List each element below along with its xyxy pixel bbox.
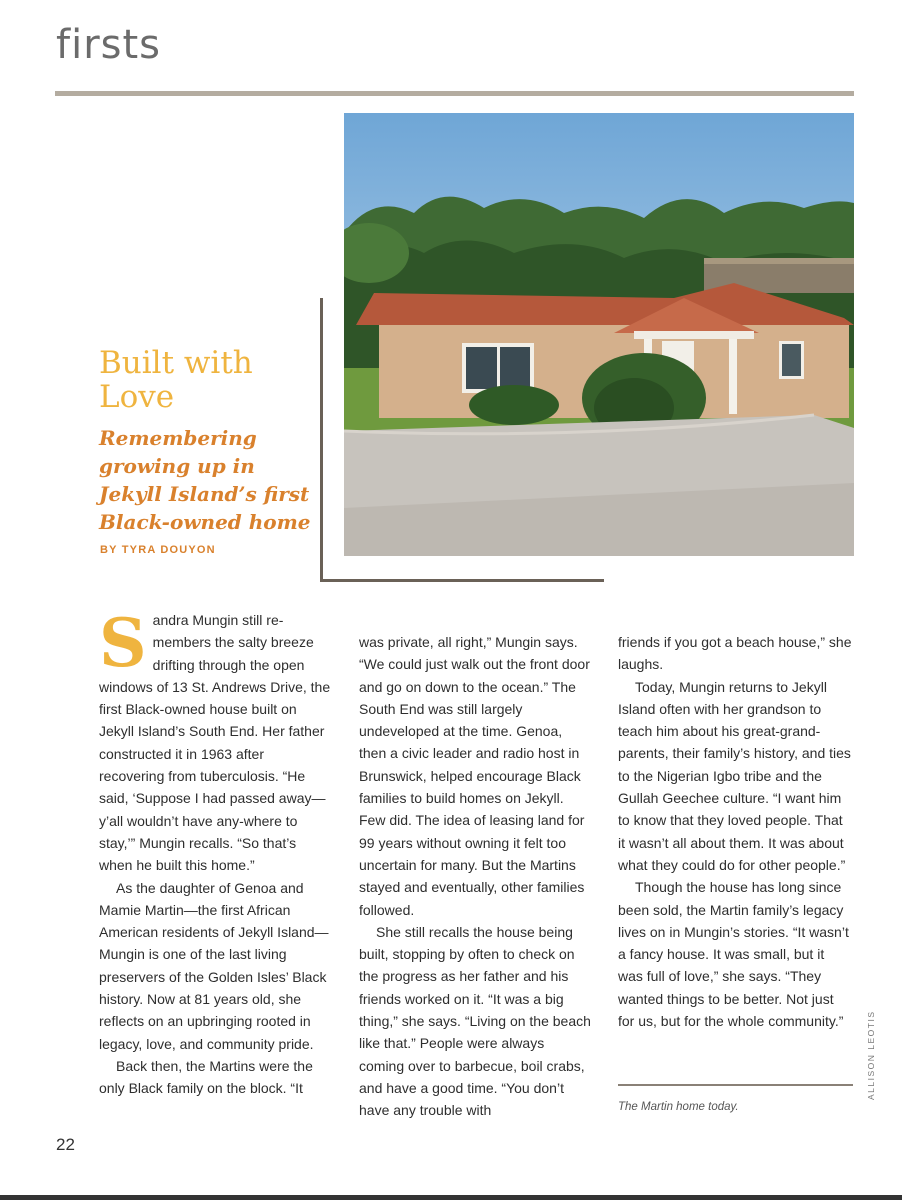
body-column-1	[99, 604, 333, 1100]
footer-bar	[0, 1195, 902, 1200]
body-paragraph: was private, all right,” Mungin says. “We could just walk out the front door and go on down to the ocean.” The South End was still largely undeveloped at the time. Genoa, then a civic leader and radio host in Brunswick, helped encourage Black families to build homes on Jekyll. Few did. The idea of leasing land for 99 years without owning it felt too uncertain for many. But the Martins stayed and eventually, other families followed.	[359, 634, 590, 918]
article-byline: BY TYRA DOUYON	[100, 544, 216, 556]
photo-caption: The Martin home today.	[618, 1101, 739, 1113]
page-number: 22	[56, 1135, 75, 1154]
body-column-3	[618, 631, 852, 1032]
body-paragraph: She still recalls the house being built, stopping by often to check on the progress as her father and his friends worked on it. “It was a big thing,” she says. “Living on the beach like that.” People were always coming over to barbecue, boil crabs, and have a good time. “You don’t have any trouble with	[359, 923, 591, 1119]
body-paragraph: As the daughter of Genoa and Mamie Martin—the first African American residents of Jekyll Island—Mungin is one of the last living preservers of the Golden Isles’ Black history. Now at 81 years old, she reflects on an upbringing rooted in legacy, love, and community pride.	[99, 879, 329, 1052]
article-dek: Remembering growing up in Jekyll Island’s first Black-owned home	[99, 426, 311, 534]
article-headline: Built with Love	[99, 345, 253, 415]
photo-frame-horizontal	[320, 579, 604, 582]
caption-rule	[618, 1084, 853, 1086]
body-paragraph: friends if you got a beach house,” she laughs.	[618, 634, 852, 673]
body-paragraph: Back then, the Martins were the only Black family on the block. “It	[99, 1057, 313, 1097]
header-rule	[55, 91, 854, 96]
body-paragraph: Today, Mungin returns to Jekyll Island often with her grandson to teach him about his great-grand-parents, their family’s history, and ties to the Nigerian Igbo tribe and the Gullah Geechee culture. “I want him to know that they loved people. That it wasn’t all about them. It was about what they could do for other people.”	[618, 678, 851, 873]
body-column-2	[359, 631, 593, 1122]
section-label: firsts	[56, 22, 162, 68]
body-paragraph: Sandra Mungin still re-members the salty breeze drifting through the open windows of 13 St. Andrews Drive, the first Black-owned house built on Jekyll Island’s South End. Her father constructed it in 1963 after recovering from tuberculosis. “He said, ‘Suppose I had passed away—y’all wouldn’t have any-where to stay,’” Mungin recalls. “So that’s when he built this home.”	[99, 604, 331, 874]
house-photo	[344, 113, 854, 556]
drop-cap: S	[99, 604, 147, 682]
photo-credit: ALLISON LEOTIS	[866, 1010, 876, 1100]
body-paragraph: Though the house has long since been sold, the Martin family’s legacy lives on in Mungin’s stories. “It wasn’t a fancy house. It was small, but it was full of love,” she says. “They wanted things to be better. Not just for us, but for the whole community.”	[618, 879, 849, 1030]
